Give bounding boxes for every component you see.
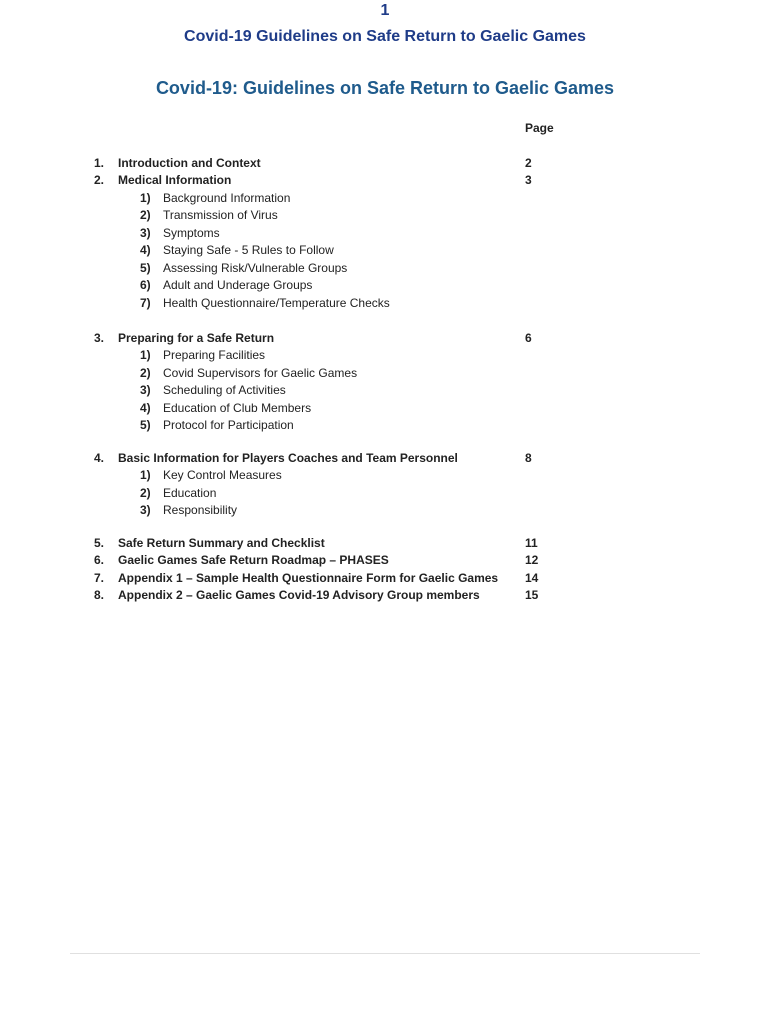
footer-divider bbox=[70, 953, 700, 954]
toc-subentry[interactable] bbox=[0, 225, 770, 242]
toc-entry-page: 14 bbox=[525, 571, 539, 585]
toc-subentry[interactable] bbox=[0, 467, 770, 484]
toc-entry-page: 2 bbox=[525, 156, 532, 170]
toc-subentry[interactable] bbox=[0, 502, 770, 519]
toc-subentry-label: Background Information bbox=[163, 191, 291, 205]
toc-entry[interactable] bbox=[0, 535, 770, 552]
toc-subentry-number: 3) bbox=[140, 383, 151, 397]
toc-subentry-label: Covid Supervisors for Gaelic Games bbox=[163, 366, 358, 380]
toc-entry[interactable] bbox=[0, 155, 770, 172]
document-title: Covid-19: Guidelines on Safe Return to Gaelic Games bbox=[155, 78, 615, 98]
toc-subentry-number: 2) bbox=[140, 486, 151, 500]
toc-subentry[interactable] bbox=[0, 207, 770, 224]
toc-entry[interactable] bbox=[0, 172, 770, 189]
toc-entry-page: 6 bbox=[525, 331, 532, 345]
toc-subentry-number: 1) bbox=[140, 468, 151, 482]
toc-entry-page: 12 bbox=[525, 553, 539, 567]
toc-subentry[interactable] bbox=[0, 400, 770, 417]
page-number: 1 bbox=[380, 2, 390, 19]
toc-entry-label: Introduction and Context bbox=[118, 156, 261, 170]
toc-entry-number: 5. bbox=[94, 536, 105, 550]
toc-subentry-number: 1) bbox=[140, 191, 151, 205]
toc-subentry-number: 6) bbox=[140, 278, 151, 292]
toc-subentry[interactable] bbox=[0, 365, 770, 382]
toc-subentry[interactable] bbox=[0, 417, 770, 434]
toc-subentry-number: 3) bbox=[140, 503, 151, 517]
toc-entry-number: 7. bbox=[94, 571, 105, 585]
page-column-heading: Page bbox=[525, 121, 554, 135]
toc-entry[interactable] bbox=[0, 330, 770, 347]
toc-subentry[interactable] bbox=[0, 277, 770, 294]
toc-entry-page: 15 bbox=[525, 588, 539, 602]
toc-subentry-label: Preparing Facilities bbox=[163, 348, 266, 362]
toc-entry-page: 3 bbox=[525, 173, 532, 187]
toc-entry-page: 11 bbox=[525, 536, 538, 550]
toc-subentry-label: Protocol for Participation bbox=[163, 418, 294, 432]
toc-subentry-label: Symptoms bbox=[163, 226, 220, 240]
toc-entry-number: 4. bbox=[94, 451, 105, 465]
toc-entry-number: 6. bbox=[94, 553, 105, 567]
toc-subentry-label: Scheduling of Activities bbox=[163, 383, 286, 397]
toc-entry-number: 8. bbox=[94, 588, 105, 602]
toc-subentry-number: 4) bbox=[140, 401, 151, 415]
toc-subentry-label: Staying Safe - 5 Rules to Follow bbox=[163, 243, 334, 257]
toc-subentry[interactable] bbox=[0, 347, 770, 364]
toc-subentry[interactable] bbox=[0, 190, 770, 207]
running-header: Covid-19 Guidelines on Safe Return to Gaelic Games bbox=[184, 28, 586, 45]
toc-entry-number: 2. bbox=[94, 173, 105, 187]
toc-subentry[interactable] bbox=[0, 382, 770, 399]
toc-entry-number: 3. bbox=[94, 331, 105, 345]
toc-subentry-label: Education bbox=[163, 486, 217, 500]
toc-entry-label: Preparing for a Safe Return bbox=[118, 331, 275, 345]
toc-subentry[interactable] bbox=[0, 242, 770, 259]
toc-subentry-label: Education of Club Members bbox=[163, 401, 312, 415]
toc-subentry-number: 2) bbox=[140, 366, 151, 380]
toc-entry[interactable] bbox=[0, 570, 770, 587]
toc-entry-label: Appendix 2 – Gaelic Games Covid-19 Advisory Group members bbox=[118, 588, 480, 602]
toc-entry-number: 1. bbox=[94, 156, 105, 170]
toc-subentry-number: 7) bbox=[140, 296, 151, 310]
toc-subentry-label: Responsibility bbox=[163, 503, 238, 517]
toc-subentry[interactable] bbox=[0, 260, 770, 277]
toc-entry-page: 8 bbox=[525, 451, 532, 465]
toc-subentry[interactable] bbox=[0, 295, 770, 312]
toc-subentry-label: Transmission of Virus bbox=[163, 208, 278, 222]
toc-entry-label: Basic Information for Players Coaches and Team Personnel bbox=[118, 451, 458, 465]
toc-subentry-number: 1) bbox=[140, 348, 151, 362]
toc-entry-label: Medical Information bbox=[118, 173, 232, 187]
toc-subentry-number: 5) bbox=[140, 261, 151, 275]
toc-entry-label: Gaelic Games Safe Return Roadmap – PHASES bbox=[118, 553, 389, 567]
toc-subentry-label: Adult and Underage Groups bbox=[163, 278, 313, 292]
toc-entry-label: Safe Return Summary and Checklist bbox=[118, 536, 325, 550]
toc-subentry-number: 3) bbox=[140, 226, 151, 240]
toc-subentry-number: 5) bbox=[140, 418, 151, 432]
toc-entry-label: Appendix 1 – Sample Health Questionnaire Form for Gaelic Games bbox=[118, 571, 499, 585]
toc-entry[interactable] bbox=[0, 587, 770, 604]
toc-subentry-label: Key Control Measures bbox=[163, 468, 282, 482]
toc-subentry-number: 4) bbox=[140, 243, 151, 257]
toc-subentry-number: 2) bbox=[140, 208, 151, 222]
toc-subentry-label: Health Questionnaire/Temperature Checks bbox=[163, 296, 390, 310]
toc-subentry[interactable] bbox=[0, 485, 770, 502]
toc-entry[interactable] bbox=[0, 450, 770, 467]
toc-entry[interactable] bbox=[0, 552, 770, 569]
toc-subentry-label: Assessing Risk/Vulnerable Groups bbox=[163, 261, 348, 275]
